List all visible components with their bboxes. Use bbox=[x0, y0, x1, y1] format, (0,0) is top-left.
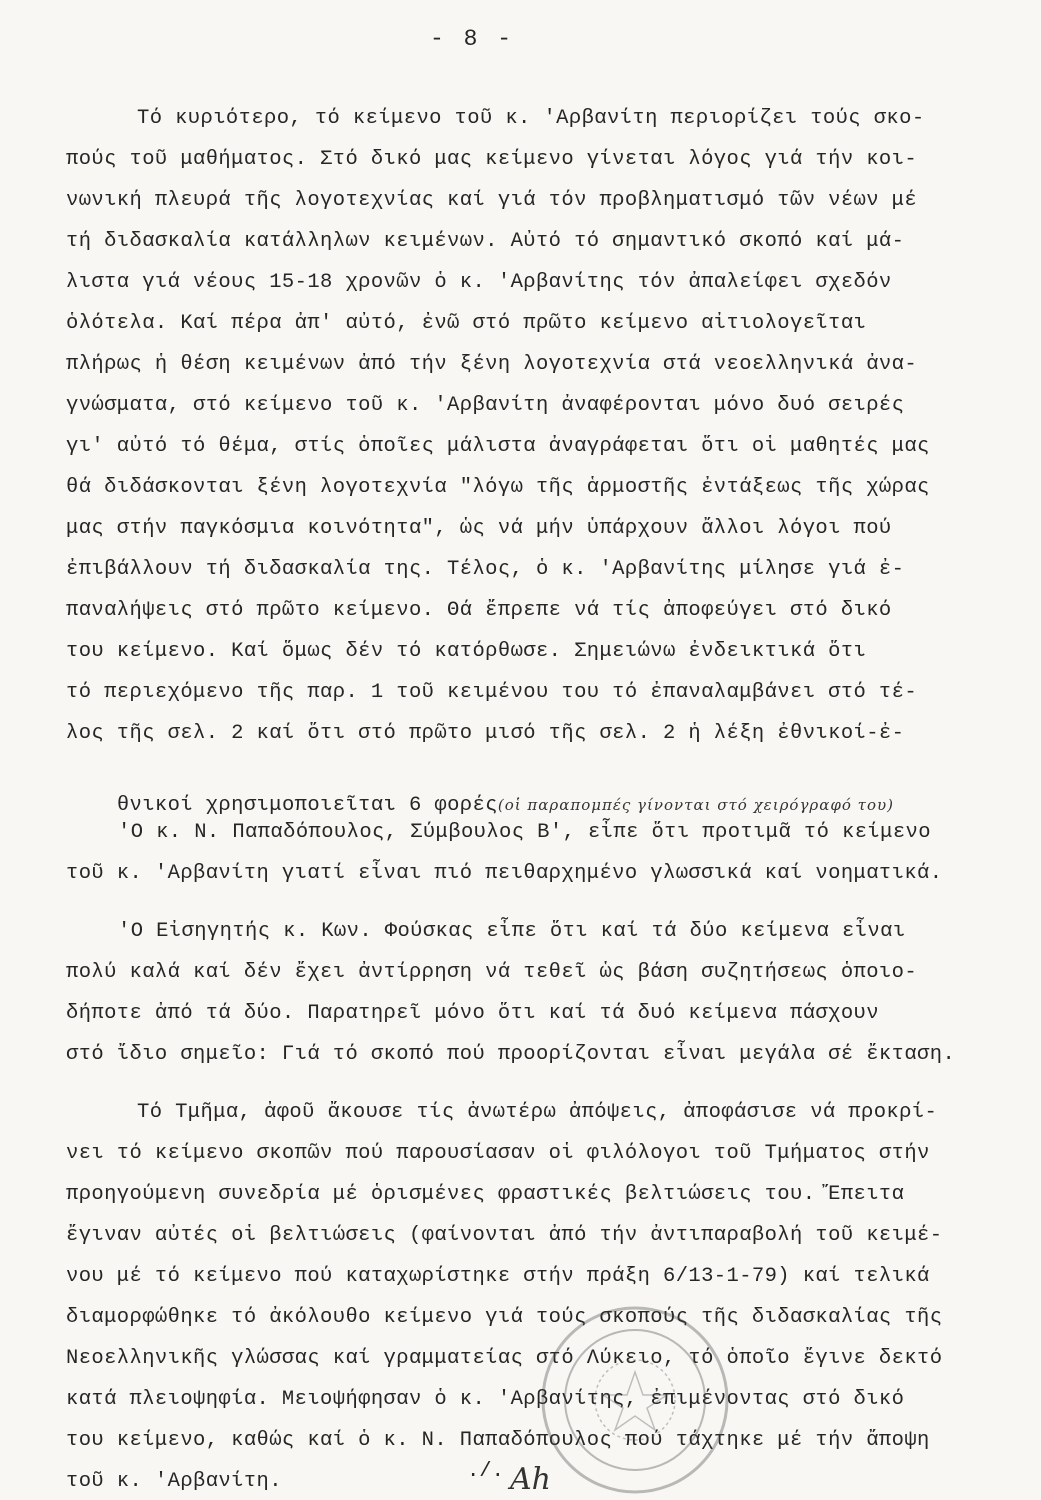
paragraph-1-line: του κείμενο. Καί ὅμως δέν τό κατόρθωσε. Σημειώνω ἐνδεικτικά ὅτι bbox=[66, 640, 867, 663]
paragraph-1-line: τό περιεχόμενο τῆς παρ. 1 τοῦ κειμένου του τό ἐπαναλαμβάνει στό τέ- bbox=[66, 681, 918, 704]
paragraph-4-line: κατά πλειοψηφία. Μειοψήφησαν ὁ κ. 'Αρβανίτης, ἐπιμένοντας στό δικό bbox=[66, 1388, 905, 1411]
paragraph-1-line: ὁλότελα. Καί πέρα ἀπ' αὐτό, ἐνῶ στό πρῶτο κείμενο αἰτιολογεῖται bbox=[66, 312, 867, 335]
paragraph-3-line: δήποτε ἀπό τά δύο. Παρατηρεῖ μόνο ὅτι καί τά δυό κείμενα πάσχουν bbox=[66, 1002, 879, 1025]
paragraph-4-line: του κείμενο, καθώς καί ὁ κ. Ν. Παπαδόπουλος πού τάχτηκε μέ τήν ἄποψη bbox=[66, 1429, 930, 1452]
paragraph-4-line: νου μέ τό κείμενο πού καταχωρίστηκε στήν πράξη 6/13-1-79) καί τελικά bbox=[66, 1265, 930, 1288]
page-number: - 8 - bbox=[430, 26, 515, 52]
paragraph-3-line: πολύ καλά καί δέν ἔχει ἀντίρρηση νά τεθεῖ ὡς βάση συζητήσεως ὁποιο- bbox=[66, 961, 918, 984]
paragraph-1-line: γι' αὐτό τό θέμα, στίς ὁποῖες μάλιστα ἀναγράφεται ὅτι οἱ μαθητές μας bbox=[66, 435, 930, 458]
paragraph-1-line: παναλήψεις στό πρῶτο κείμενο. Θά ἔπρεπε νά τίς ἀποφεύγει στό δικό bbox=[66, 599, 892, 622]
paragraph-4-line: ἔγιναν αὐτές οἱ βελτιώσεις (φαίνονται ἀπό τήν ἀντιπαραβολή τοῦ κειμέ- bbox=[66, 1224, 943, 1247]
official-seal-stamp bbox=[535, 1300, 735, 1500]
paragraph-1-line: θά διδάσκονται ξένη λογοτεχνία "λόγω τῆς ἁρμοστῆς ἐντάξεως τῆς χώρας bbox=[66, 476, 930, 499]
handwritten-initials: Ah bbox=[510, 1462, 551, 1497]
paragraph-2-line: τοῦ κ. 'Αρβανίτη γιατί εἶναι πιό πειθαρχημένο γλωσσικά καί νοηματικά. bbox=[66, 862, 943, 885]
paragraph-1-line: πούς τοῦ μαθήματος. Στό δικό μας κείμενο γίνεται λόγος γιά τήν κοι- bbox=[66, 148, 918, 171]
closing-mark: ./. bbox=[467, 1460, 504, 1483]
paragraph-1-line: νωνική πλευρά τῆς λογοτεχνίας καί γιά τόν προβληματισμό τῶν νέων μέ bbox=[66, 189, 918, 212]
paragraph-2-line: 'Ο κ. Ν. Παπαδόπουλος, Σύμβουλος Β', εἶπε ὅτι προτιμᾶ τό κείμενο bbox=[118, 821, 931, 844]
paragraph-1-line: λιστα γιά νέους 15-18 χρονῶν ὁ κ. 'Αρβανίτης τόν ἀπαλείφει σχεδόν bbox=[66, 271, 892, 294]
paragraph-4-line: τοῦ κ. 'Αρβανίτη. bbox=[66, 1470, 282, 1493]
paragraph-4-line: διαμορφώθηκε τό ἀκόλουθο κείμενο γιά τούς σκοπούς τῆς διδασκαλίας τῆς bbox=[66, 1306, 943, 1329]
paragraph-3-line: στό ἴδιο σημεῖο: Γιά τό σκοπό πού προορίζονται εἶναι μεγάλα σέ ἔκταση. bbox=[66, 1043, 956, 1066]
paragraph-4-line: προηγούμενη συνεδρία μέ ὁρισμένες φραστικές βελτιώσεις του. Ἔπειτα bbox=[66, 1183, 905, 1206]
paragraph-1-line: λος τῆς σελ. 2 καί ὅτι στό πρῶτο μισό τῆς σελ. 2 ἡ λέξη ἐθνικοί-ἐ- bbox=[66, 722, 905, 745]
paragraph-1-line: Τό κυριότερο, τό κείμενο τοῦ κ. 'Αρβανίτη περιορίζει τούς σκο- bbox=[137, 107, 925, 130]
paragraph-1-line: πλήρως ἡ θέση κειμένων ἀπό τήν ξένη λογοτεχνία στά νεοελληνικά ἀνα- bbox=[66, 353, 918, 376]
handwritten-annotation: (οἱ παραπομπές γίνονται στό χειρόγραφό του) bbox=[497, 796, 894, 814]
paragraph-1-line: τή διδασκαλία κατάλληλων κειμένων. Αὐτό τό σημαντικό σκοπό καί μά- bbox=[66, 230, 905, 253]
paragraph-1-line: γνώσματα, στό κείμενο τοῦ κ. 'Αρβανίτη ἀναφέρονται μόνο δυό σειρές bbox=[66, 394, 905, 417]
paragraph-4-line: Νεοελληνικῆς γλώσσας καί γραμματείας στό Λύκειο, τό ὁποῖο ἔγινε δεκτό bbox=[66, 1347, 943, 1370]
paragraph-1-line: ἐπιβάλλουν τή διδασκαλία της. Τέλος, ὁ κ. 'Αρβανίτης μίλησε γιά ἐ- bbox=[66, 558, 905, 581]
paragraph-1-last-line-text: θνικοί χρησιμοποιεῖται 6 φορές bbox=[116, 794, 498, 817]
paragraph-1-line: μας στήν παγκόσμια κοινότητα", ὡς νά μήν ὑπάρχουν ἄλλοι λόγοι πού bbox=[66, 517, 892, 540]
paragraph-3-line: 'Ο Εἰσηγητής κ. Κων. Φούσκας εἶπε ὅτι καί τά δύο κείμενα εἶναι bbox=[118, 920, 906, 943]
paragraph-4-line: Τό Τμῆμα, ἀφοῦ ἄκουσε τίς ἀνωτέρω ἀπόψεις, ἀποφάσισε νά προκρί- bbox=[137, 1101, 938, 1124]
paragraph-4-line: νει τό κείμενο σκοπῶν πού παρουσίασαν οἱ φιλόλογοι τοῦ Τμήματος στήν bbox=[66, 1142, 930, 1165]
